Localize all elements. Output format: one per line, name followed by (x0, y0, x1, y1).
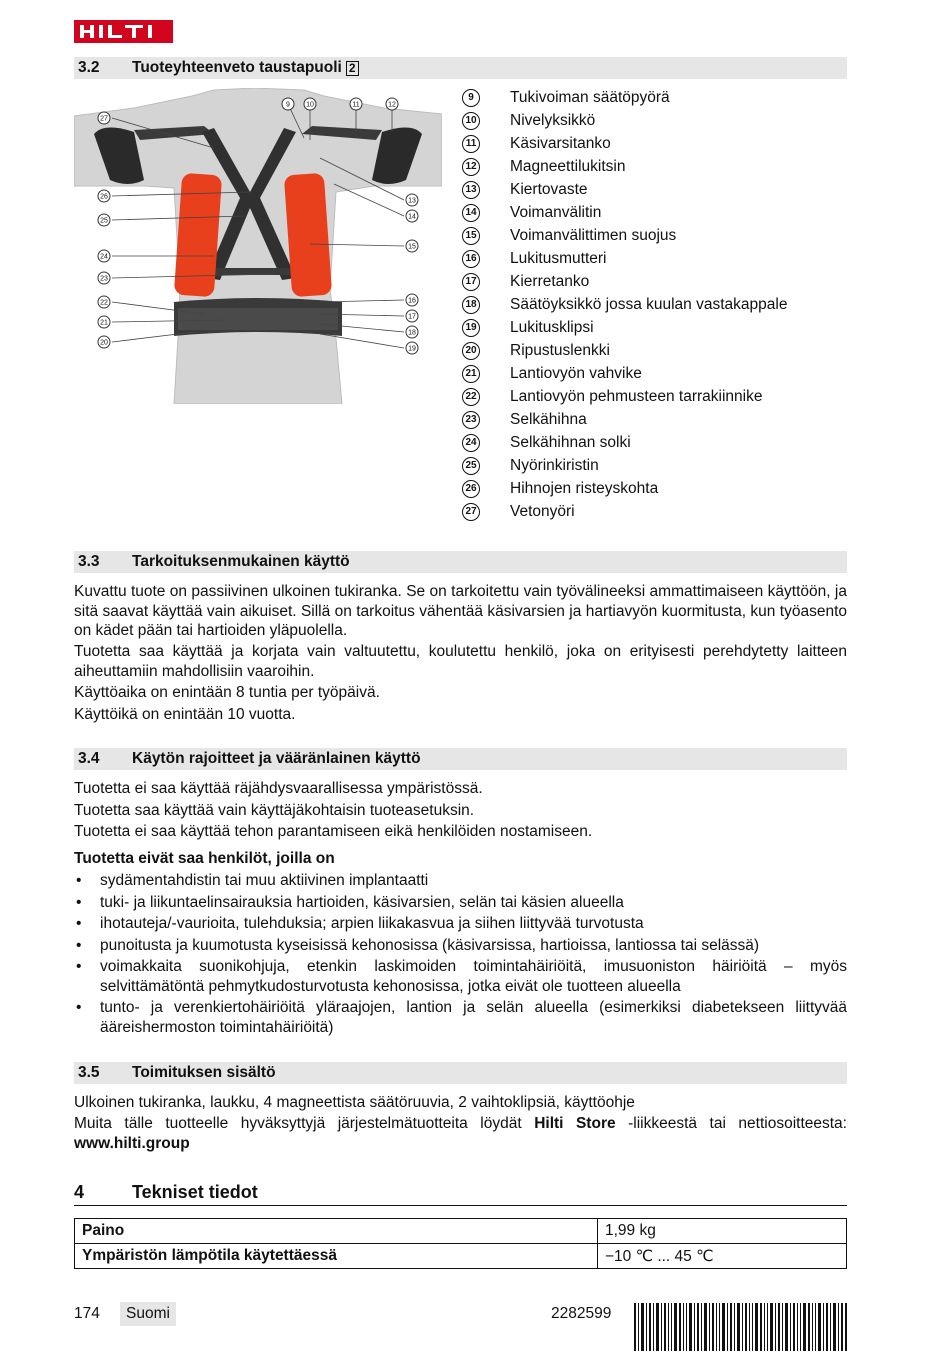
svg-text:14: 14 (408, 213, 416, 221)
svg-text:22: 22 (100, 299, 108, 307)
callout-9 (282, 98, 294, 110)
delivery-text: -liikkeestä tai nettiosoitteesta: (628, 1115, 847, 1132)
technical-data-table (74, 1218, 847, 1269)
callout-21 (98, 316, 110, 328)
table-key: Paino (75, 1219, 598, 1244)
section-title: Tarkoituksenmukainen käyttö (132, 553, 350, 570)
section-header-3-2 (74, 57, 847, 79)
part-number-badge: 11 (462, 135, 480, 153)
part-label: Selkähihnan solki (510, 433, 631, 451)
svg-text:15: 15 (408, 243, 416, 251)
list-item: • voimakkaita suonikohjuja, etenkin laskimoiden toimintahäiriöitä, imusuoniston häiriöitä – myös selvittämätöntä pehmytkudosturvotusta kehonosissa, jotka eivät ole tuotteen alueella (74, 957, 847, 996)
section-number: 3.3 (78, 553, 100, 570)
table-value: −10 ℃ ... 45 ℃ (598, 1244, 847, 1269)
part-label: Voimanvälittimen suojus (510, 226, 677, 244)
svg-text:13: 13 (408, 197, 416, 205)
delivery-system-products (74, 1114, 847, 1153)
callout-22 (98, 296, 110, 308)
list-item: • tuki- ja liikuntaelinsairauksia hartioiden, käsivarsien, selän tai käsien alueella (74, 893, 847, 913)
svg-text:27: 27 (100, 115, 108, 123)
callout-12 (386, 98, 398, 110)
part-item (462, 500, 847, 523)
part-label: Vetonyöri (510, 502, 575, 520)
restriction-paragraph: Tuotetta ei saa käyttää räjähdysvaarallisessa ympäristössä. (74, 780, 483, 797)
part-label: Lantiovyön vahvike (510, 364, 642, 382)
parts-list (462, 86, 847, 523)
section-number: 3.2 (78, 59, 100, 76)
intended-use-paragraph: Käyttöaika on enintään 8 tuntia per työpäivä. (74, 684, 380, 701)
website-link[interactable]: www.hilti.group (74, 1134, 190, 1152)
part-number-badge: 26 (462, 480, 480, 498)
part-number-badge: 17 (462, 273, 480, 291)
part-item (462, 247, 847, 270)
part-item (462, 316, 847, 339)
restriction-subheading: Tuotetta eivät saa henkilöt, joilla on (74, 850, 335, 867)
restriction-bullet-list (74, 871, 847, 1039)
part-item (462, 431, 847, 454)
part-number-badge: 21 (462, 365, 480, 383)
list-item: • tunto- ja verenkiertohäiriöitä yläraajojen, lantion ja selän alueella (esimerkiksi diabetekseen liittyvää ääreishermoston toimintahäiriöitä) (74, 998, 847, 1037)
part-item (462, 408, 847, 431)
svg-text:12: 12 (388, 101, 396, 109)
svg-text:26: 26 (100, 193, 108, 201)
svg-text:16: 16 (408, 297, 416, 305)
part-number-badge: 23 (462, 411, 480, 429)
callout-10 (304, 98, 316, 110)
list-item: • sydämentahdistin tai muu aktiivinen implantaatti (74, 871, 847, 891)
section-number: 3.5 (78, 1064, 100, 1081)
part-item (462, 362, 847, 385)
callout-27 (98, 112, 110, 124)
part-item (462, 201, 847, 224)
table-row (75, 1244, 847, 1269)
callout-15 (406, 240, 418, 252)
part-number-badge: 12 (462, 158, 480, 176)
part-label: Lukitusmutteri (510, 249, 607, 267)
svg-text:18: 18 (408, 329, 416, 337)
svg-text:19: 19 (408, 345, 416, 353)
barcode-icon (634, 1303, 847, 1351)
table-key: Ympäristön lämpötila käytettäessä (75, 1244, 598, 1269)
svg-text:9: 9 (286, 101, 290, 109)
page-number: 174 (74, 1305, 100, 1322)
svg-text:25: 25 (100, 217, 108, 225)
table-row (75, 1219, 847, 1244)
callout-11 (350, 98, 362, 110)
part-label: Lantiovyön pehmusteen tarrakiinnike (510, 387, 763, 405)
exoskeleton-back-illustration (74, 88, 442, 404)
part-number-badge: 18 (462, 296, 480, 314)
part-number-badge: 10 (462, 112, 480, 130)
part-number-badge: 22 (462, 388, 480, 406)
part-label: Magneettilukitsin (510, 157, 626, 175)
hilti-logo-lettering (80, 25, 167, 38)
intended-use-paragraph: Kuvattu tuote on passiivinen ulkoinen tukiranka. Se on tarkoitettu vain työvälineeksi ammattimaiseen käyttöön, ja sitä saavat käyttää vain aikuiset. Sillä on tarkoitus vähentää käsivarsien ja hartiavyön kuormitusta, kun työasento on kädet pään tai hartioiden yläpuolella. (74, 583, 847, 639)
part-number-badge: 24 (462, 434, 480, 452)
section-header-3-3 (74, 551, 847, 573)
callout-13 (406, 194, 418, 206)
section-title: Tuoteyhteenveto taustapuoli (132, 59, 342, 76)
part-label: Tukivoiman säätöpyörä (510, 88, 670, 106)
section-number: 3.4 (78, 750, 100, 767)
hilti-logo (74, 20, 173, 43)
part-item (462, 454, 847, 477)
part-item (462, 155, 847, 178)
part-item (462, 339, 847, 362)
svg-text:17: 17 (408, 313, 416, 321)
part-item (462, 224, 847, 247)
part-number-badge: 16 (462, 250, 480, 268)
part-item (462, 270, 847, 293)
part-number-badge: 19 (462, 319, 480, 337)
chapter-header-4 (74, 1180, 847, 1206)
delivery-text: Muita tälle tuotteelle hyväksyttyjä järjestelmätuotteita löydät (74, 1115, 522, 1132)
delivery-contents: Ulkoinen tukiranka, laukku, 4 magneettista säätöruuvia, 2 vaihtoklipsiä, käyttöohje (74, 1094, 635, 1111)
callout-25 (98, 214, 110, 226)
language-label: Suomi (120, 1302, 176, 1326)
chapter-title: Tekniset tiedot (132, 1182, 258, 1202)
part-number-badge: 25 (462, 457, 480, 475)
part-label: Säätöyksikkö jossa kuulan vastakappale (510, 295, 788, 313)
callout-16 (406, 294, 418, 306)
part-item (462, 477, 847, 500)
part-number-badge: 20 (462, 342, 480, 360)
callout-19 (406, 342, 418, 354)
part-label: Hihnojen risteyskohta (510, 479, 659, 497)
part-label: Kierretanko (510, 272, 590, 290)
part-label: Nivelyksikkö (510, 111, 596, 129)
restriction-paragraph: Tuotetta ei saa käyttää tehon parantamiseen eikä henkilöiden nostamiseen. (74, 823, 593, 840)
intended-use-paragraph: Tuotetta saa käyttää ja korjata vain valtuutettu, koulutettu henkilö, joka on erityisesti perehdytetty laitteen aiheuttamiin mahdollisiin vaaroihin. (74, 643, 847, 680)
part-label: Nyörinkiristin (510, 456, 599, 474)
part-number-badge: 13 (462, 181, 480, 199)
callout-24 (98, 250, 110, 262)
part-item (462, 132, 847, 155)
part-label: Lukitusklipsi (510, 318, 594, 336)
section-header-3-5 (74, 1062, 847, 1084)
callout-23 (98, 272, 110, 284)
part-number-badge: 27 (462, 503, 480, 521)
part-item (462, 293, 847, 316)
svg-text:11: 11 (352, 101, 360, 109)
part-label: Selkähihna (510, 410, 587, 428)
svg-text:23: 23 (100, 275, 108, 283)
callout-26 (98, 190, 110, 202)
callout-18 (406, 326, 418, 338)
part-label: Käsivarsitanko (510, 134, 611, 152)
section-title: Toimituksen sisältö (132, 1064, 276, 1081)
svg-text:20: 20 (100, 339, 108, 347)
intended-use-paragraph: Käyttöikä on enintään 10 vuotta. (74, 706, 296, 723)
callout-20 (98, 336, 110, 348)
list-item: • punoitusta ja kuumotusta kyseisissä kehonosissa (käsivarsissa, hartioissa, lantiossa tai selässä) (74, 936, 847, 956)
table-value: 1,99 kg (598, 1219, 847, 1244)
part-number-badge: 9 (462, 89, 480, 107)
part-item (462, 86, 847, 109)
chapter-number: 4 (74, 1182, 85, 1202)
restriction-paragraph: Tuotetta saa käyttää vain käyttäjäkohtaisin tuoteasetuksin. (74, 802, 475, 819)
part-number-badge: 14 (462, 204, 480, 222)
list-item: • ihotauteja/-vaurioita, tulehduksia; arpien liikakasvua ja siihen liittyvää turvotusta (74, 914, 847, 934)
part-label: Voimanvälitin (510, 203, 602, 221)
part-label: Kiertovaste (510, 180, 588, 198)
callout-17 (406, 310, 418, 322)
svg-text:10: 10 (306, 101, 314, 109)
part-label: Ripustuslenkki (510, 341, 610, 359)
svg-text:24: 24 (100, 253, 108, 261)
part-item (462, 178, 847, 201)
figure-reference: 2 (346, 61, 359, 76)
section-header-3-4 (74, 748, 847, 770)
section-title: Käytön rajoitteet ja vääränlainen käyttö (132, 750, 421, 767)
part-item (462, 109, 847, 132)
hilti-store-name: Hilti Store (534, 1115, 616, 1132)
callout-14 (406, 210, 418, 222)
document-code: 2282599 (551, 1305, 612, 1322)
svg-text:21: 21 (100, 319, 108, 327)
part-item (462, 385, 847, 408)
part-number-badge: 15 (462, 227, 480, 245)
